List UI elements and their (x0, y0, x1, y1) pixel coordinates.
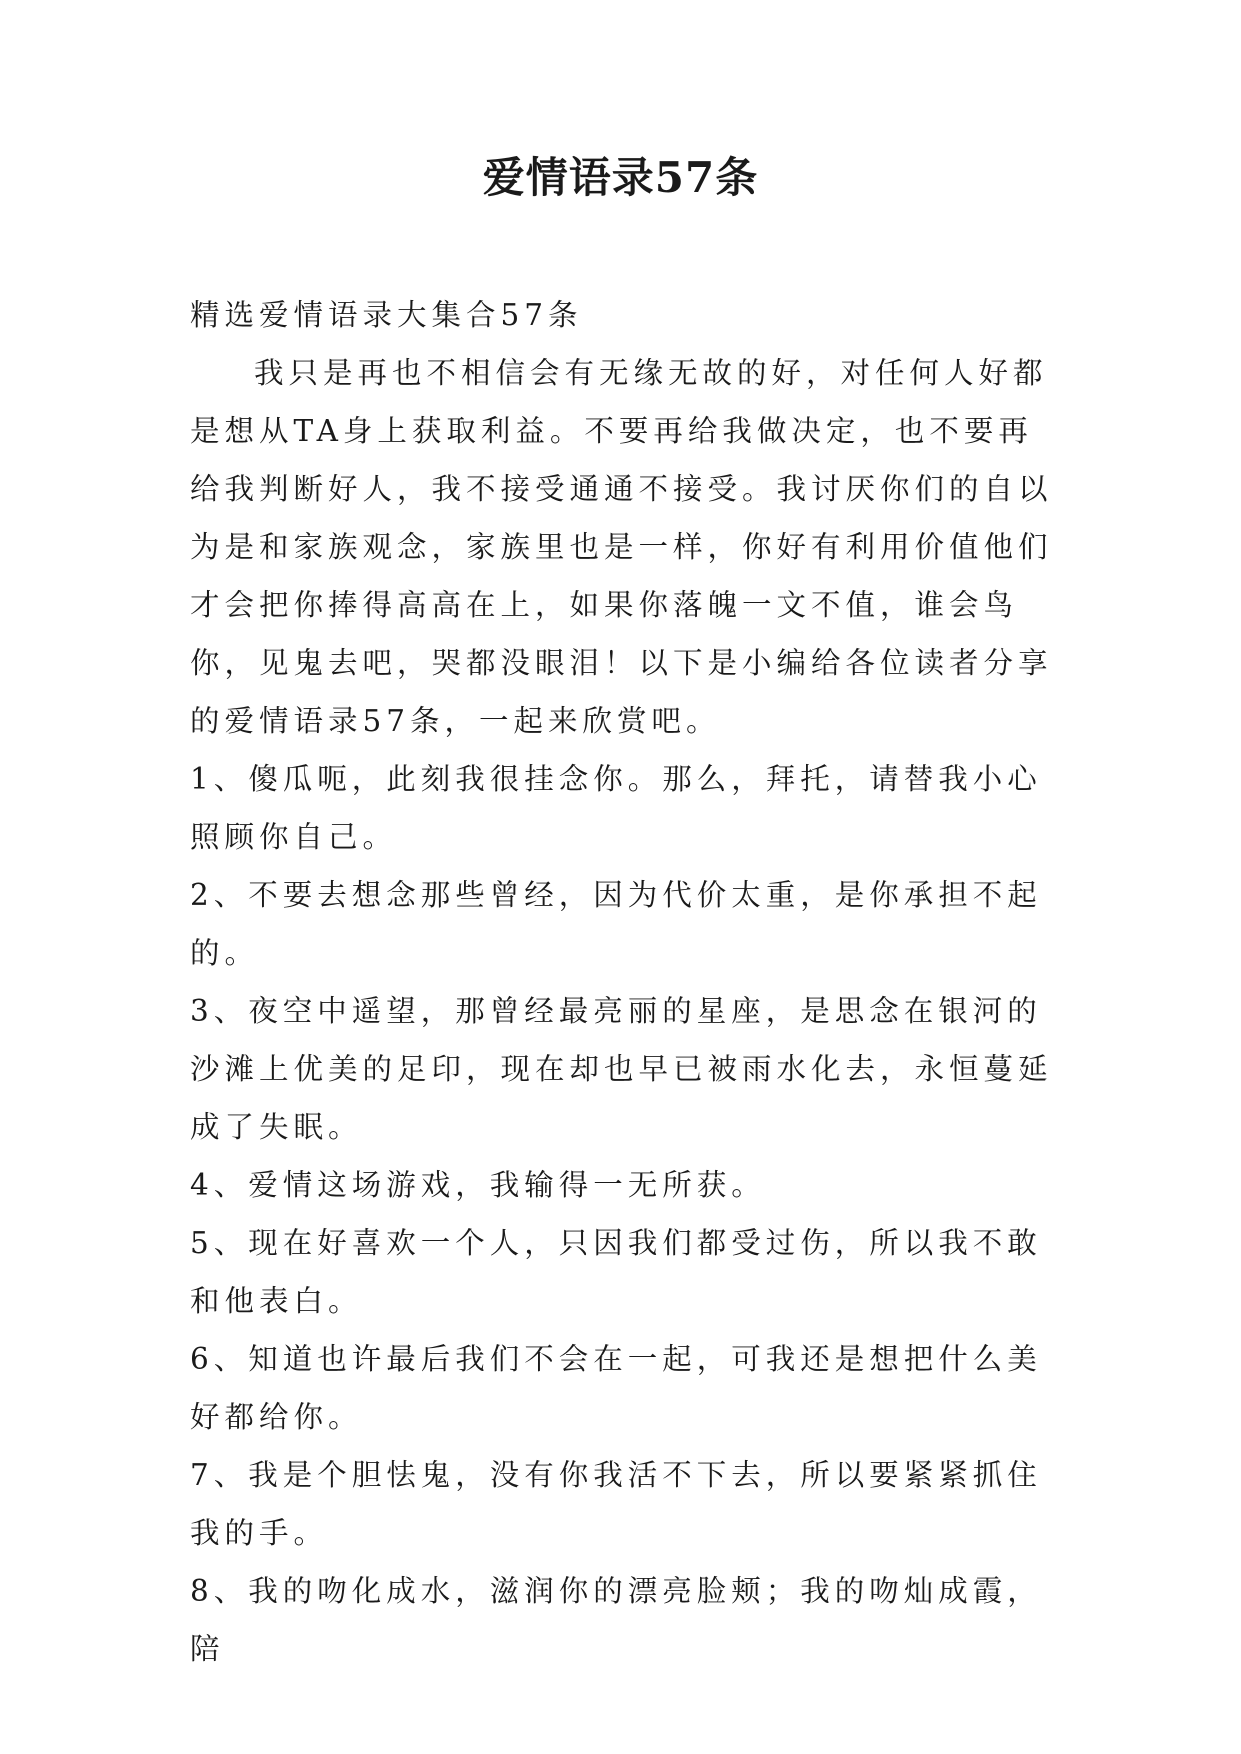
list-item: 1、傻瓜呃，此刻我很挂念你。那么，拜托，请替我小心照顾你自己。 (190, 762, 1042, 854)
list-item: 3、夜空中遥望，那曾经最亮丽的星座，是思念在银河的沙滩上优美的足印，现在却也早已被雨水化去，永恒蔓延成了失眠。 (190, 994, 1053, 1144)
document-body (190, 286, 1060, 1678)
list-item: 6、知道也许最后我们不会在一起，可我还是想把什么美好都给你。 (190, 1342, 1042, 1434)
intro-paragraph: 我只是再也不相信会有无缘无故的好，对任何人好都是想从TA身上获取利益。不要再给我做决定，也不要再给我判断好人，我不接受通通不接受。我讨厌你们的自以为是和家族观念，家族里也是一样，你好有利用价值他们才会把你捧得高高在上，如果你落魄一文不值，谁会鸟你，见鬼去吧，哭都没眼泪！以下是小编给各位读者分享的爱情语录57条，一起来欣赏吧。 (190, 356, 1053, 738)
list-item: 2、不要去想念那些曾经，因为代价太重，是你承担不起的。 (190, 878, 1042, 970)
document-title: 爱情语录57条 (482, 153, 759, 202)
list-item: 8、我的吻化成水，滋润你的漂亮脸颊；我的吻灿成霞，陪 (190, 1574, 1042, 1666)
document-subtitle: 精选爱情语录大集合57条 (190, 298, 583, 332)
list-item: 4、爱情这场游戏，我输得一无所获。 (190, 1168, 766, 1202)
list-item: 7、我是个胆怯鬼，没有你我活不下去，所以要紧紧抓住我的手。 (190, 1458, 1042, 1550)
list-item: 5、现在好喜欢一个人，只因我们都受过伤，所以我不敢和他表白。 (190, 1226, 1042, 1318)
